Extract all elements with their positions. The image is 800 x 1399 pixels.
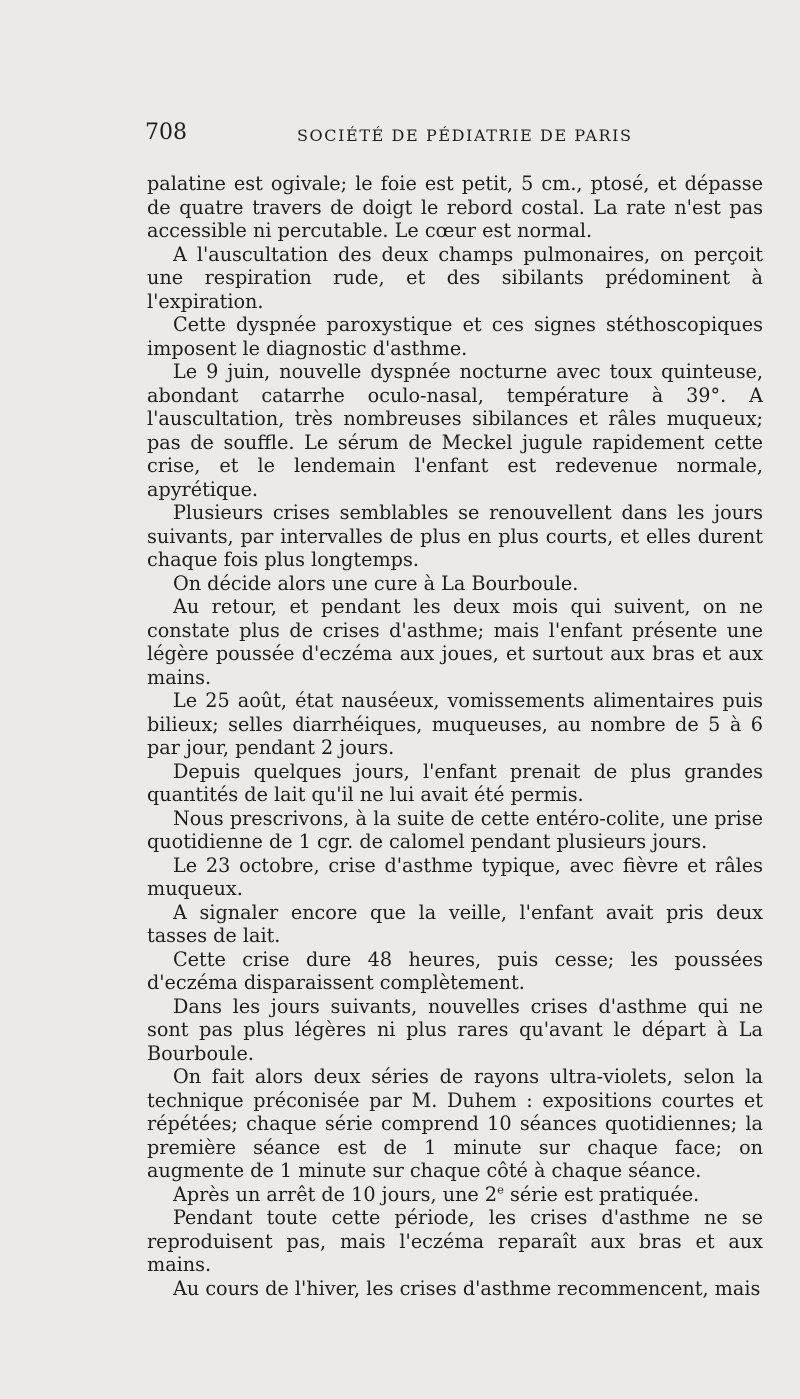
paragraph: A l'auscultation des deux champs pulmonaires, on perçoit une respiration rude, et des sibilants prédominent à l'expiration.: [147, 242, 763, 313]
paragraph: On décide alors une cure à La Bourboule.: [173, 571, 579, 595]
paragraph: palatine est ogivale; le foie est petit, 5 cm., ptosé, et dépasse de quatre travers de doigt le rebord costal. La rate n'est pas accessible ni percutable. Le cœur est normal.: [147, 172, 763, 242]
paragraph: Le 25 août, état nauséeux, vomissements alimentaires puis bilieux; selles diarrhéiques, muqueuses, au nombre de 5 à 6 par jour, pendant 2 jours.: [147, 689, 763, 759]
paragraph: Cette dyspnée paroxystique et ces signes stéthoscopiques imposent le diagnostic d'asthme.: [147, 313, 763, 360]
paragraph-text: Après un arrêt de 10 jours, une 2: [173, 1182, 498, 1206]
paragraph: A signaler encore que la veille, l'enfant avait pris deux tasses de lait.: [147, 900, 763, 947]
page-number: 708: [145, 120, 187, 145]
paragraph: Depuis quelques jours, l'enfant prenait de plus grandes quantités de lait qu'il ne lui avait été permis.: [147, 759, 763, 806]
paragraph-text: série est pratiquée.: [503, 1182, 700, 1206]
paragraph: On fait alors deux séries de rayons ultra-violets, selon la technique préconisée par M. Duhem : expositions courtes et répétées; chaque série comprend 10 séances quotidiennes; la première séance est de 1 minute sur chaque face; on augmente de 1 minute sur chaque côté à chaque séance.: [147, 1065, 763, 1182]
paragraph: [147, 1183, 763, 1207]
paragraph: Au cours de l'hiver, les crises d'asthme recommencent, mais: [173, 1276, 761, 1300]
superscript: e: [497, 1182, 504, 1197]
paragraph: Au retour, et pendant les deux mois qui suivent, on ne constate plus de crises d'asthme; mais l'enfant présente une légère poussée d'eczéma aux joues, et surtout aux bras et aux mains.: [147, 595, 763, 689]
journal-title: SOCIÉTÉ DE PÉDIATRIE DE PARIS: [297, 126, 633, 145]
body-text: [147, 172, 763, 1300]
paragraph: Pendant toute cette période, les crises d'asthme ne se reproduisent pas, mais l'eczéma reparaît aux bras et aux mains.: [147, 1206, 763, 1276]
paragraph: Plusieurs crises semblables se renouvellent dans les jours suivants, par intervalles de plus en plus courts, et elles durent chaque fois plus longtemps.: [147, 501, 763, 571]
paragraph: Dans les jours suivants, nouvelles crises d'asthme qui ne sont pas plus légères ni plus rares qu'avant le départ à La Bourboule.: [147, 994, 763, 1065]
paragraph: Nous prescrivons, à la suite de cette entéro-colite, une prise quotidienne de 1 cgr. de calomel pendant plusieurs jours.: [147, 806, 763, 853]
running-head: [145, 120, 765, 154]
paragraph: Le 23 octobre, crise d'asthme typique, avec fièvre et râles muqueux.: [147, 853, 763, 900]
paragraph: Le 9 juin, nouvelle dyspnée nocturne avec toux quinteuse, abondant catarrhe oculo-nasal, température à 39°. A l'auscultation, très nombreuses sibilances et râles muqueux; pas de souffle. Le sérum de Meckel jugule rapidement cette crise, et le lendemain l'enfant est redevenue normale, apyrétique.: [147, 360, 763, 501]
paragraph: Cette crise dure 48 heures, puis cesse; les poussées d'eczéma disparaissent complètement.: [147, 947, 763, 994]
